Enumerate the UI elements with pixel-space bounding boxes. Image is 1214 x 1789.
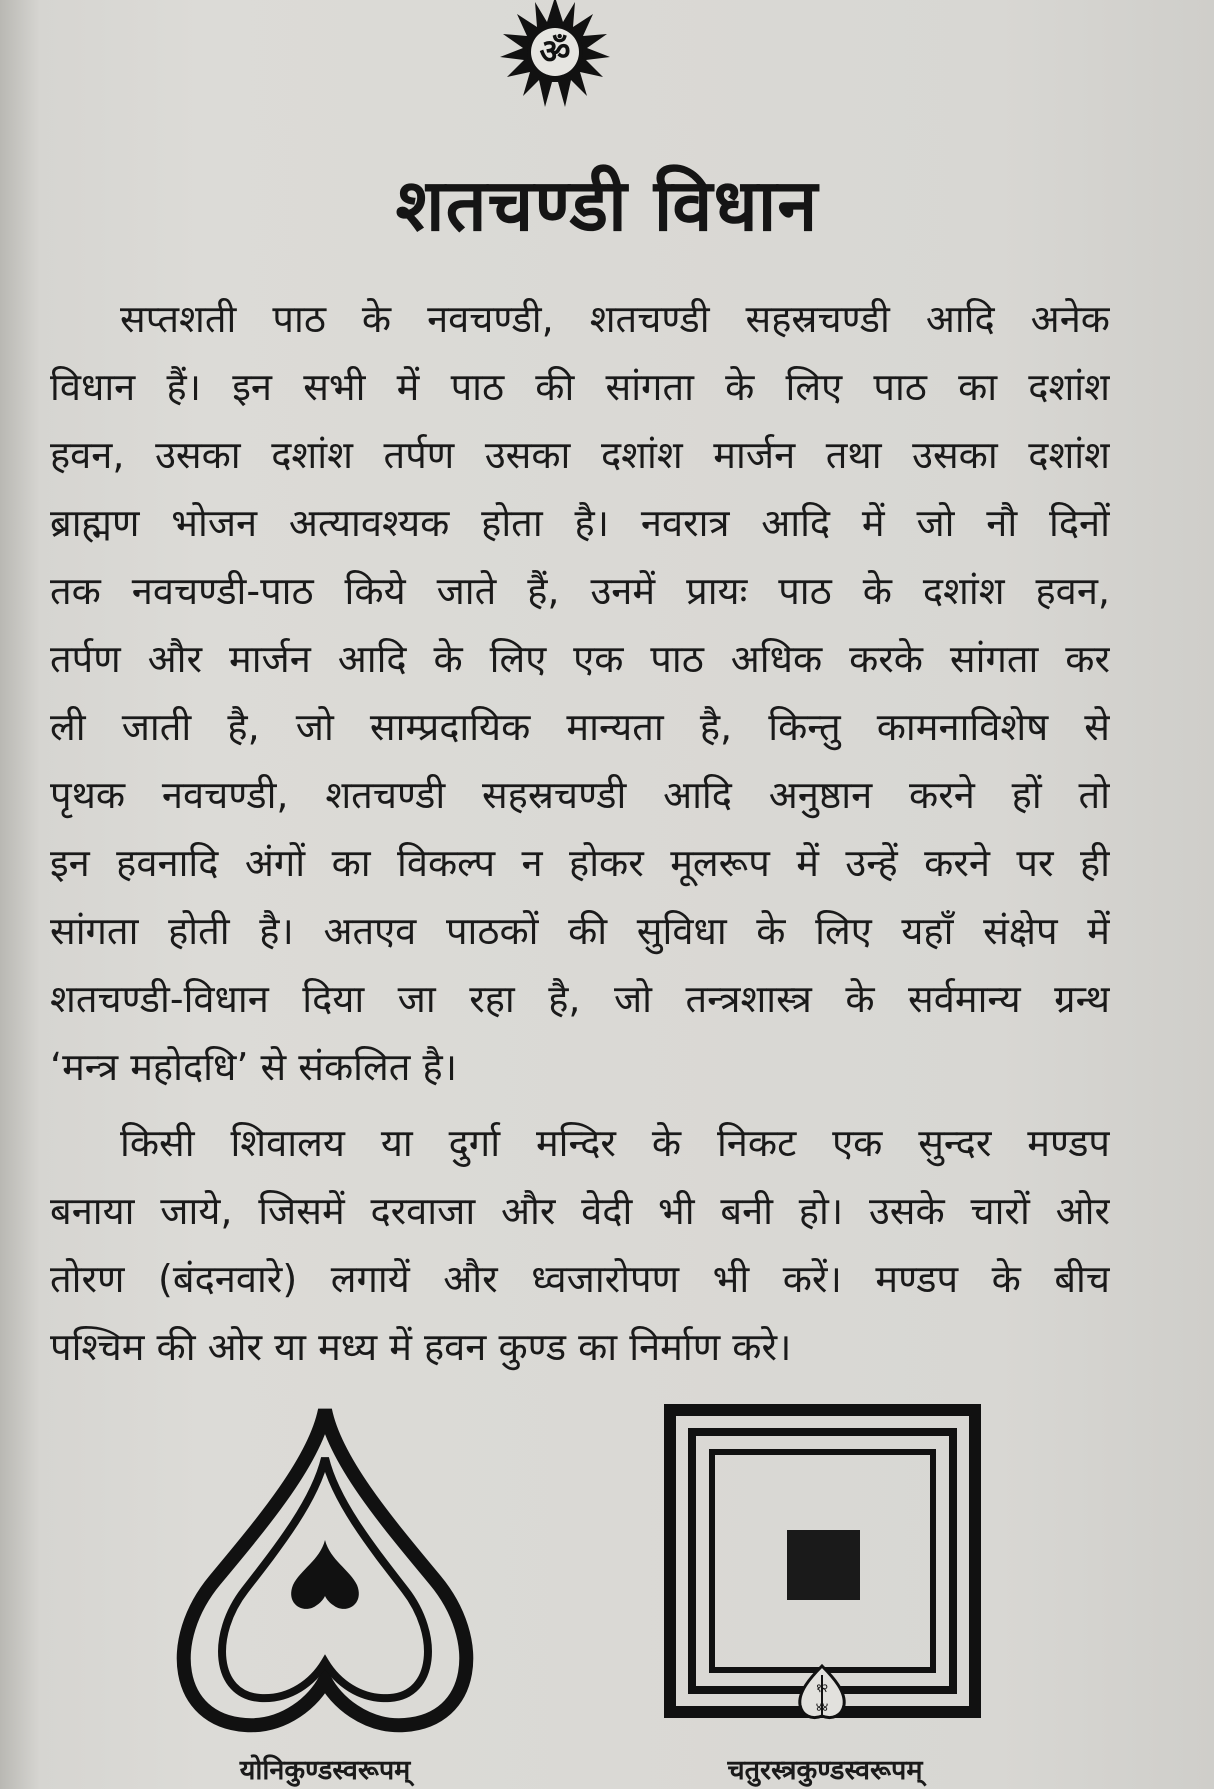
text-line: पश्चिम की ओर या मध्य में हवन कुण्ड का निर्माण करे। (50, 1325, 792, 1369)
text-line: विधान हैं। इन सभी में पाठ की सांगता के लिए पाठ का दशांश (50, 365, 1110, 409)
paragraph-1 (50, 285, 1110, 1101)
om-sun-emblem (480, 0, 630, 130)
text-line: शतचण्डी-विधान दिया जा रहा है, जो तन्त्रशास्त्र के सर्वमान्य ग्रन्थ (50, 977, 1110, 1021)
text-line: हवन, उसका दशांश तर्पण उसका दशांश मार्जन तथा उसका दशांश (50, 433, 1110, 477)
yoni-kund-figure (165, 1400, 485, 1785)
page-title: शतचण्डी विधान (395, 163, 819, 247)
text-line: इन हवनादि अंगों का विकल्प न होकर मूलरूप में उन्हें करने पर ही (50, 841, 1110, 885)
body-text (50, 285, 1110, 1381)
figure-caption: चतुरस्त्रकुण्डस्वरूपम् (727, 1755, 923, 1786)
leaf-mark-bottom: ४४ (815, 1700, 829, 1714)
text-line: तक नवचण्डी-पाठ किये जाते हैं, उनमें प्रायः पाठ के दशांश हवन, (50, 569, 1110, 613)
text-line: तर्पण और मार्जन आदि के लिए एक पाठ अधिक करके सांगता कर (50, 637, 1110, 681)
text-line: ब्राह्मण भोजन अत्यावश्यक होता है। नवरात्र आदि में जो नौ दिनों (50, 501, 1110, 545)
text-line: सप्तशती पाठ के नवचण्डी, शतचण्डी सहस्रचण्डी आदि अनेक (120, 297, 1110, 341)
text-line: ली जाती है, जो साम्प्रदायिक मान्यता है, किन्तु कामनाविशेष से (50, 705, 1110, 749)
chaturasra-kund-figure (660, 1400, 990, 1785)
text-line: बनाया जाये, जिसमें दरवाजा और वेदी भी बनी हो। उसके चारों ओर (50, 1189, 1110, 1233)
om-sun-icon (480, 0, 630, 130)
text-line: पृथक नवचण्डी, शतचण्डी सहस्रचण्डी आदि अनुष्ठान करने हों तो (50, 773, 1110, 817)
paragraph-2 (50, 1109, 1110, 1381)
figure-caption: योनिकुण्डस्वरूपम् (239, 1755, 411, 1786)
text-line: किसी शिवालय या दुर्गा मन्दिर के निकट एक सुन्दर मण्डप (120, 1121, 1110, 1165)
chaturasra-kund-diagram (660, 1400, 990, 1740)
text-line: ‘मन्त्र महोदधि’ से संकलित है। (50, 1045, 458, 1089)
om-glyph: ॐ (539, 32, 571, 72)
leaf-mark-top: १२ (815, 1681, 829, 1695)
yoni-kund-diagram (165, 1400, 485, 1740)
text-line: सांगता होती है। अतएव पाठकों की सुविधा के लिए यहाँ संक्षेप में (50, 909, 1110, 953)
text-line: तोरण (बंदनवारे) लगायें और ध्वजारोपण भी करें। मण्डप के बीच (50, 1257, 1110, 1301)
